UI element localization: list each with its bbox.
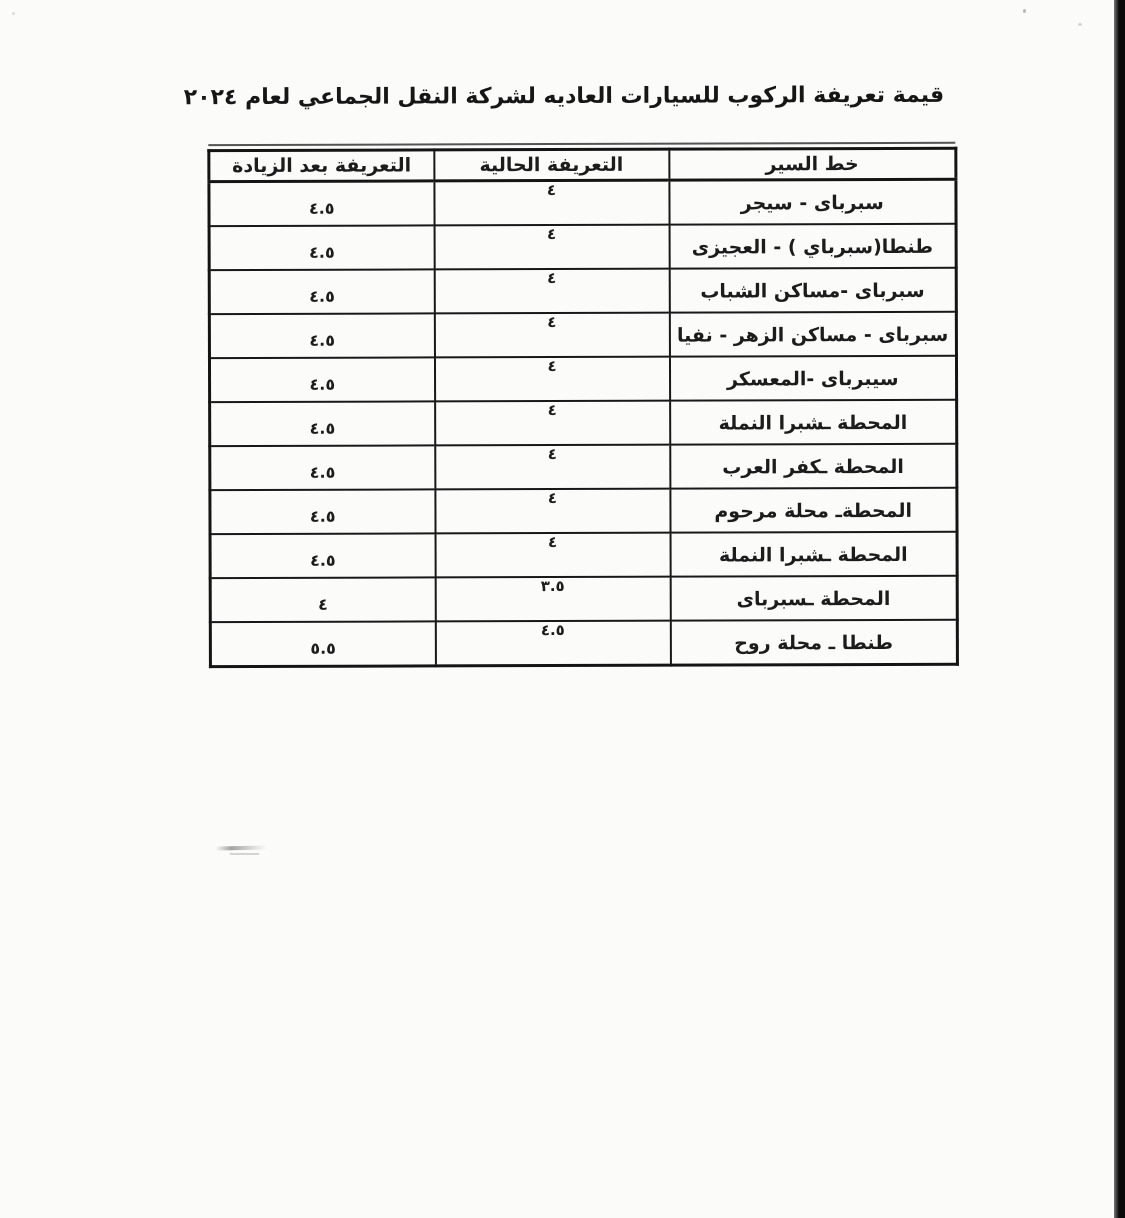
scan-speck-artifact [12, 12, 15, 15]
current-fare-cell: ٤ [435, 533, 670, 578]
after-fare-cell: ٤ [210, 577, 435, 622]
after-fare-cell: ٤.٥ [210, 401, 435, 446]
table-row [209, 224, 956, 270]
route-cell: المحطةـ محلة مرحوم [670, 488, 957, 533]
table-row [210, 488, 957, 534]
table-row [209, 179, 956, 226]
col-header-current-tariff: التعريفة الحالية [434, 149, 669, 181]
current-fare-cell: ٤ [435, 489, 670, 534]
route-cell: المحطة ـشبرا النملة [670, 532, 957, 577]
table-row [210, 576, 957, 622]
scan-smudge-artifact [215, 845, 267, 850]
current-fare-cell: ٤ [434, 313, 669, 358]
route-cell: المحطة ـشبرا النملة [670, 400, 957, 445]
route-cell: سبرباى -مساكن الشباب [669, 268, 956, 313]
table-row [210, 532, 957, 578]
col-header-route: خط السير [669, 148, 956, 180]
scan-speck-artifact [1023, 9, 1026, 13]
table-row [210, 444, 957, 490]
current-fare-cell: ٤.٥ [435, 621, 670, 666]
route-cell: المحطة ـكفر العرب [670, 444, 957, 489]
current-fare-cell: ٤ [434, 357, 669, 402]
route-cell: سبرباى - مساكن الزهر - نفيا [669, 312, 956, 357]
current-fare-cell: ٤ [434, 180, 669, 225]
scan-doubled-line-artifact [208, 142, 955, 146]
route-cell: المحطة ـسبرباى [670, 576, 957, 621]
route-cell: طنطا ـ محلة روح [670, 620, 957, 665]
after-fare-cell: ٤.٥ [209, 357, 434, 402]
after-fare-cell: ٤.٥ [209, 269, 434, 314]
col-header-after-increase: التعريفة بعد الزيادة [209, 150, 434, 182]
route-cell: طنطا(سبرباي ) - العجيزى [669, 224, 956, 269]
table-header-row [209, 148, 956, 181]
after-fare-cell: ٤.٥ [210, 533, 435, 578]
route-cell: سبرباى - سيجر [669, 179, 956, 224]
current-fare-cell: ٤ [435, 401, 670, 446]
table-row [210, 620, 957, 667]
after-fare-cell: ٤.٥ [209, 313, 434, 358]
current-fare-cell: ٤ [434, 225, 669, 270]
table-row [209, 268, 956, 314]
scan-smudge-artifact [230, 853, 260, 855]
after-fare-cell: ٤.٥ [210, 445, 435, 490]
document-title: قيمة تعريفة الركوب للسيارات العاديه لشركة النقل الجماعي لعام ٢٠٢٤ [183, 82, 945, 111]
scan-speck-artifact [1078, 23, 1082, 26]
current-fare-cell: ٤ [434, 269, 669, 314]
fare-table [207, 147, 959, 668]
table-row [210, 400, 957, 446]
current-fare-cell: ٣.٥ [435, 577, 670, 622]
after-fare-cell: ٤.٥ [210, 489, 435, 534]
after-fare-cell: ٤.٥ [209, 225, 434, 270]
current-fare-cell: ٤ [435, 445, 670, 490]
after-fare-cell: ٤.٥ [209, 181, 434, 226]
route-cell: سيبرباى -المعسكر [669, 356, 956, 401]
table-row [209, 356, 956, 402]
scan-edge-artifact [1114, 0, 1125, 1218]
after-fare-cell: ٥.٥ [210, 621, 435, 666]
table-row [209, 312, 956, 358]
